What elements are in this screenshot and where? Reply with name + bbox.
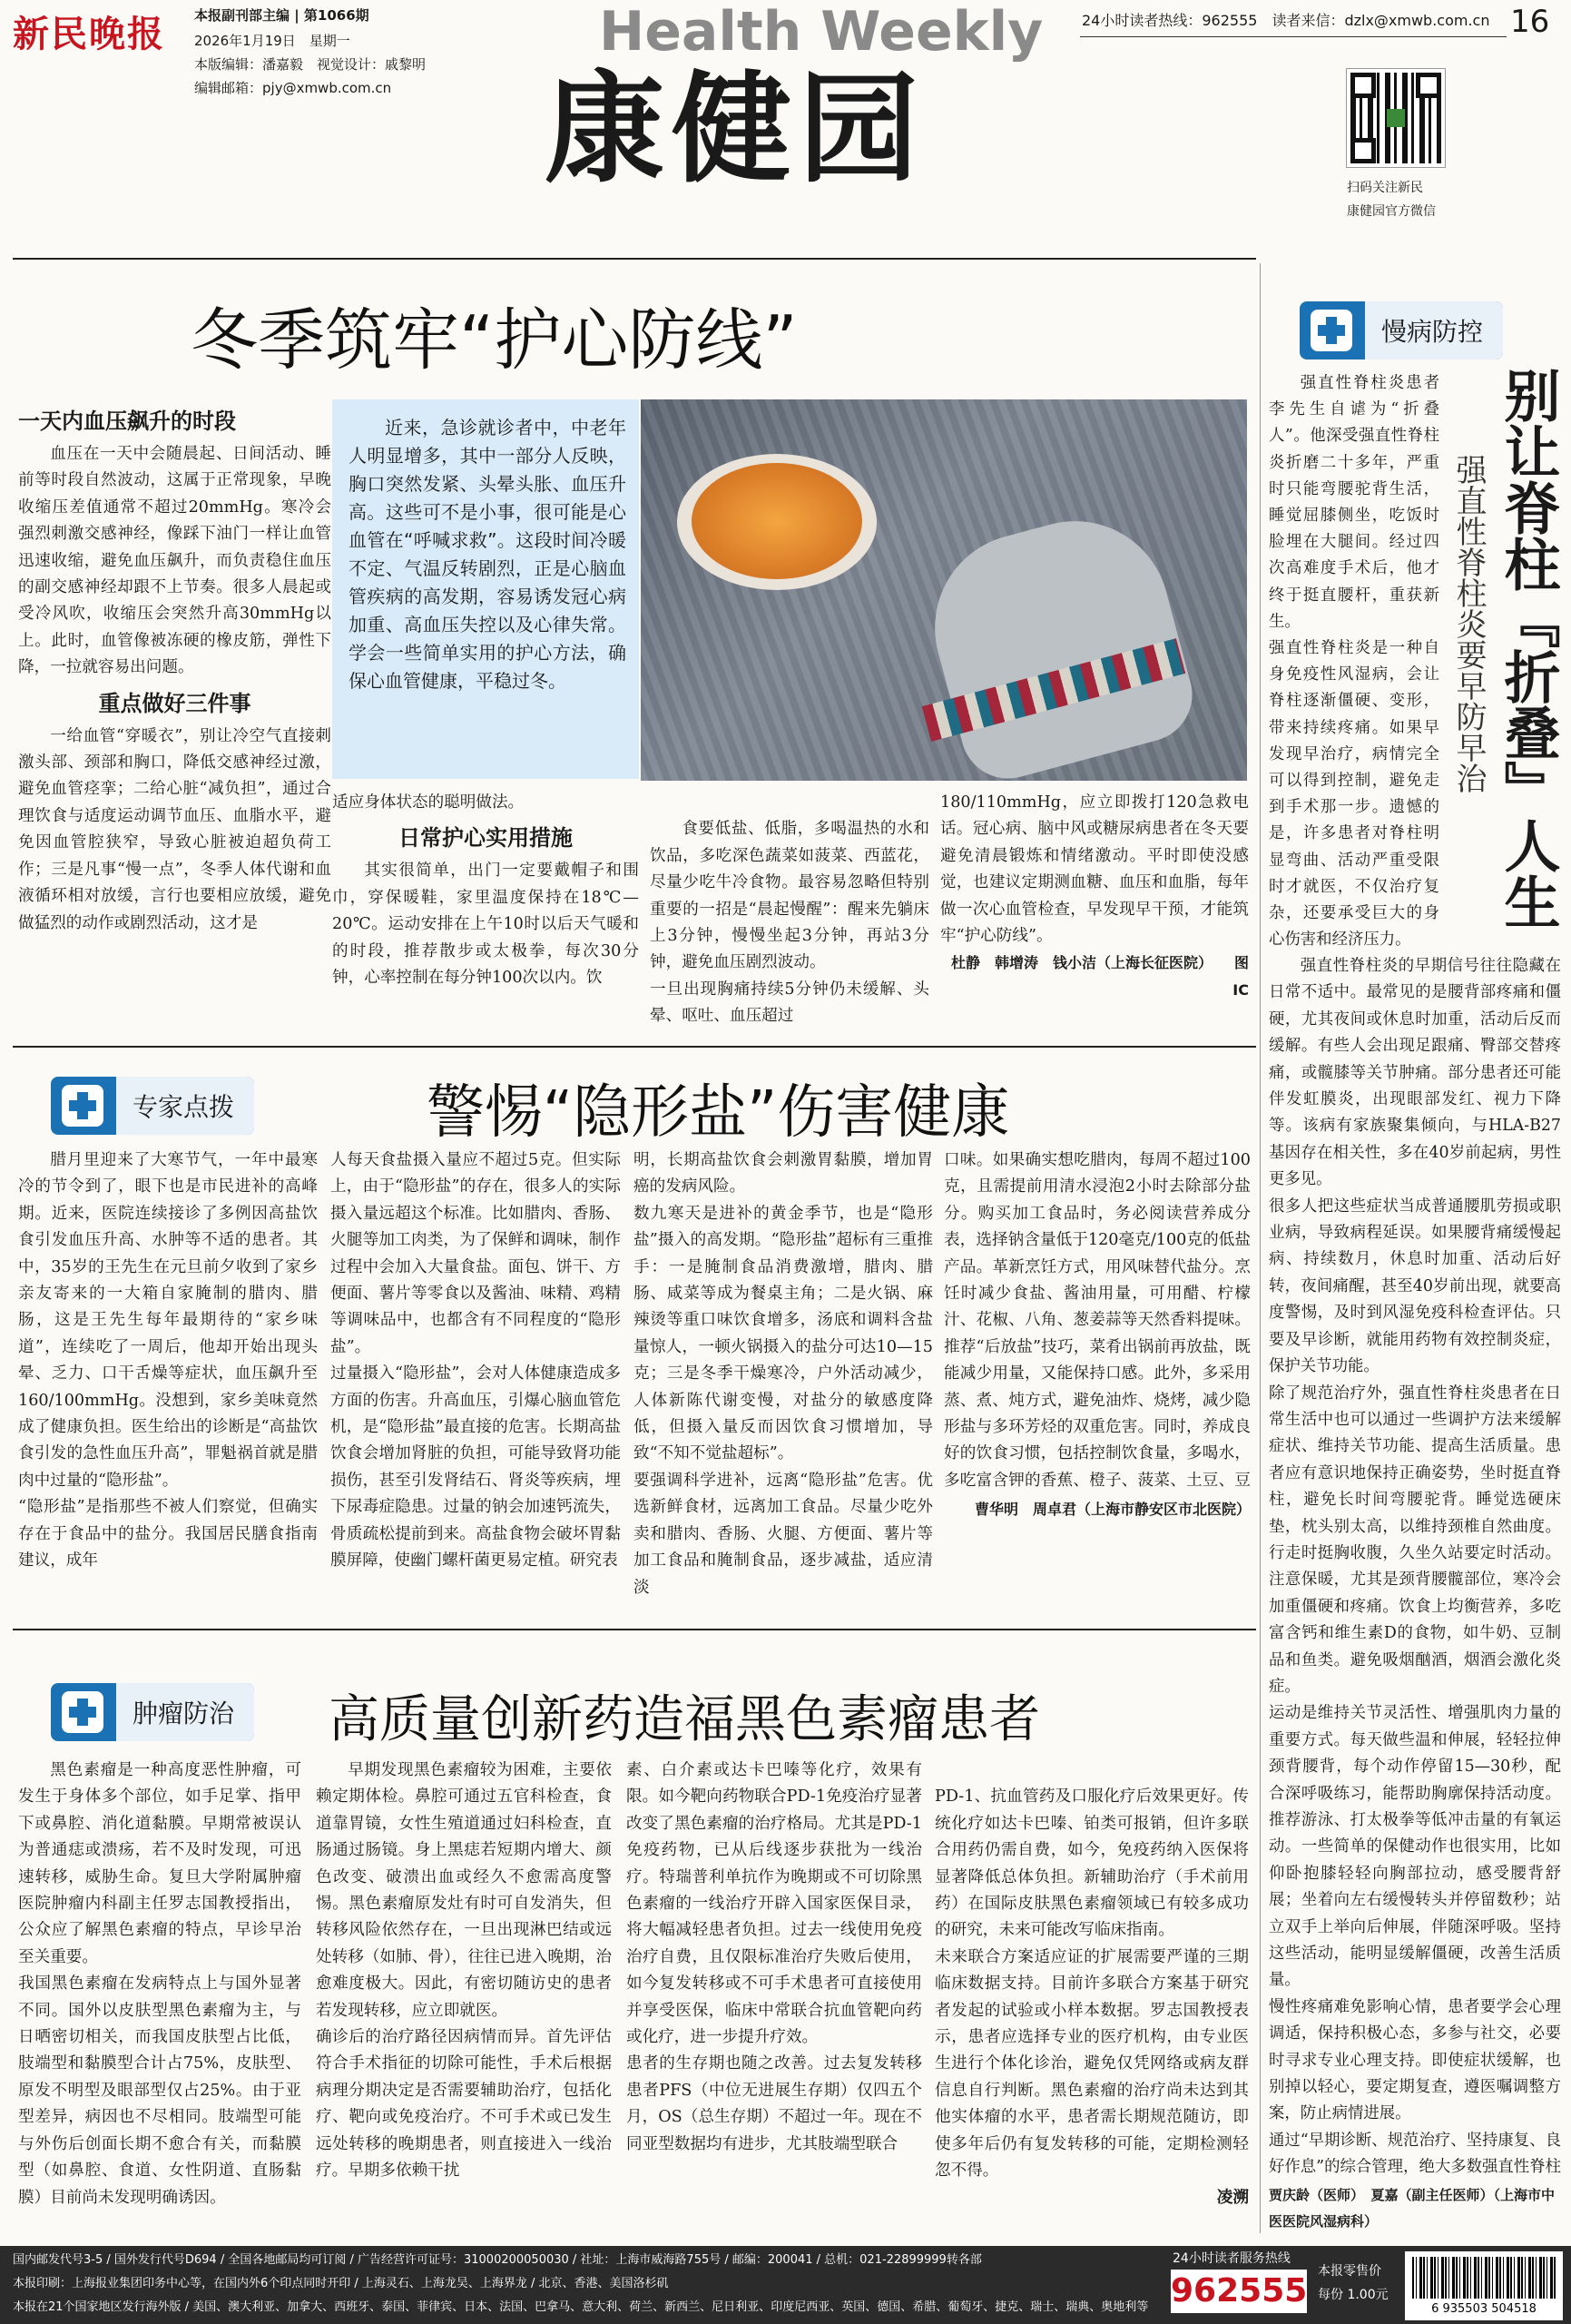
newspaper-logo: 新民晚报 [13, 13, 165, 55]
footer-price-label: 本报零售价 [1318, 2264, 1381, 2279]
page-number: 16 [1510, 4, 1550, 40]
article1-lead: 近来，急诊就诊者中，中老年人明显增多，其中一部分人反映，胸口突然发紧、头晕头胀、血压升高。这些可不是小事，很可能是心血管在“呼喊求救”。这段时间冷暖不定、气温反转剧烈，正是心脑血管疾病的高发期，容易诱发冠心病加重、高血压失控以及心律失常。学会一些简单实用的护心方法，确保心血管健康，平稳过冬。 [349, 417, 626, 692]
issue-date: 2026年1月19日 星期一 [194, 33, 350, 49]
article3-col2: 早期发现黑色素瘤较为困难，主要依赖定期体检。鼻腔可通过五官科检查，食道靠胃镜，女性生殖道通过妇科检查，直肠通过肠镜。身上黑痣若短期内增大、颜色改变、破溃出血或经久不愈需高度警惕。黑色素瘤原发灶有时可自发消失，但转移风险依然存在，一旦出现淋巴结或远处转移（如肺、骨），往往已进入晚期，治愈难度极大。因此，有密切随访史的患者若发现转移，应立即就医。 确诊后的治疗路径因病情而异。首先评估符合手术指征的切除可能性，手术后根据病理分期决定是否需要辅助治疗，包括化疗、靶向或免疫治疗。不可手术或已发生远处转移的晚期患者，则直接进入一线治疗。早期多依赖干扰 [316, 1761, 612, 2181]
medical-cross-icon [62, 1691, 103, 1733]
article1-col1b: 一给血管“穿暖衣”，别让冷空气直接刺激头部、颈部和胸口，降低交感神经过激，避免血管痉挛；二给心脏“减负担”，通过合理饮食与适度运动调节血压、血脂水平，避免因血管腔狭窄，导致心脏被迫超负荷工作；三是凡事“慢一点”，冬季人体代谢和血液循环相对放缓，言行也要相应放缓，避免做猛烈的动作或剧烈活动，这才是 [18, 726, 331, 932]
article2-col1: 腊月里迎来了大寒节气，一年中最寒冷的节令到了，眼下也是市民进补的高峰期。近来，医院连续接诊了多例因高盐饮食引发血压升高、水肿等不适的患者。其中，35岁的王先生在元旦前夕收到了家乡亲友寄来的一大箱自家腌制的腊肉、腊肠，这是王先生每年最期待的“家乡味道”，连续吃了一周后，他却开始出现头晕、乏力、口干舌燥等症状，血压飙升至160/100mmHg。没想到，家乡美味竟然成了健康负担。医生给出的诊断是“高盐饮食引发的急性血压升高”，罪魁祸首就是腊肉中过量的“隐形盐”。 “隐形盐”是指那些不被人们察觉，但确实存在于食品中的盐分。我国居民膳食指南建议，成年 [18, 1151, 318, 1571]
article4-author: 贾庆龄（医师） 夏嘉（副主任医师）（上海市中医医院风湿病科） [1269, 2187, 1556, 2230]
article4-title: 别让脊柱『折叠』人生 [1495, 367, 1561, 930]
tea-gloves-photo [641, 399, 1247, 781]
article4-subtitle: 强直性脊柱炎要早防早治 [1450, 454, 1487, 793]
medical-cross-icon [62, 1085, 103, 1127]
article1-title: 冬季筑牢“护心防线” [191, 301, 798, 379]
article1-col2b: 其实很简单，出门一定要戴帽子和围巾，穿保暖鞋，家里温度保持在18℃—20℃。运动安排在上午10时以后天气暖和的时段，推荐散步或太极拳，每次30分钟，心率控制在每分钟100次以内。饮 [332, 862, 639, 988]
article2-col3: 明，长期高盐饮食会刺激胃黏膜，增加胃癌的发病风险。 数九寒天是进补的黄金季节，也是“隐形盐”摄入的高发期。“隐形盐”超标有三重推手：一是腌制食品消费激增，腊肉、腊肠、咸菜等成为餐桌主角；二是火锅、麻辣烫等重口味饮食增多，汤底和调料含盐量惊人，一顿火锅摄入的盐分可达10—15克；三是冬季干燥寒冷，户外活动减少，人体新陈代谢变慢，对盐分的敏感度降低，但摄入量反而因饮食习惯增加，导致“不知不觉盐超标”。 要强调科学进补，远离“隐形盐”危害。优选新鲜食材，远离加工食品。尽量少吃外卖和腊肉、香肠、火腿、方便面、薯片等加工食品和腌制食品，逐步减盐，适应清淡 [633, 1151, 933, 1597]
article2-col2: 人每天食盐摄入量应不超过5克。但实际上，由于“隐形盐”的存在，很多人的实际摄入量远超这个标准。比如腊肉、香肠、火腿等加工肉类，为了保鲜和调味，制作过程中会加入大量食盐。面包、饼干、方便面、薯片等零食以及酱油、味精、鸡精等调味品中，也都含有不同程度的“隐形盐”。 过量摄入“隐形盐”，会对人体健康造成多方面的伤害。升高血压，引爆心脑血管危机，是“隐形盐”最直接的危害。长期高盐饮食会增加肾脏的负担，可能导致肾功能损伤，甚至引发肾结石、肾炎等疾病，埋下尿毒症隐患。过量的钠会加速钙流失，骨质疏松提前到来。高盐食物会破坏胃黏膜屏障，使幽门螺杆菌更易定植。研究表 [330, 1151, 621, 1571]
footer-bar [0, 2246, 1571, 2324]
article1-col1a: 血压在一天中会随晨起、日间活动、睡前等时段自然波动，这属于正常现象，早晚收缩压差值通常不超过20mmHg。寒冷会强烈刺激交感神经，像踩下油门一样让血管迅速收缩，避免血压飙升，而负责稳住血压的副交感神经却跟不上节奏。很多人晨起或受冷风吹，收缩压会突然升高30mmHg以上。此时，血管像被冻硬的橡皮筋，弹性下降，一拉就容易出问题。 [18, 445, 331, 677]
medical-cross-icon [1311, 310, 1352, 351]
article3-title: 高质量创新药造福黑色素瘤患者 [329, 1690, 1040, 1749]
article3-author: 凌溯 [1216, 2188, 1249, 2207]
barcode-number: 6 935503 504518 [1431, 2302, 1537, 2316]
article1-sub3: 日常护心实用措施 [398, 825, 573, 852]
article1-col3: 食要低盐、低脂，多喝温热的水和饮品，多吃深色蔬菜如菠菜、西蓝花，尽量少吃牛冷食物。最容易忽略但特别重要的一招是“晨起慢醒”：醒来先躺床上3分钟，慢慢坐起3分钟，再站3分钟，避免血压剧烈波动。 一旦出现胸痛持续5分钟仍未缓解、头晕、呕吐、血压超过 [650, 820, 929, 1026]
weekly-name: Health Weekly [599, 0, 1044, 64]
article2-col4: 口味。如果确实想吃腊肉，每周不超过100克，且需提前用清水浸泡2小时去除部分盐分。购买加工食品时，务必阅读营养成分表，选择钠含量低于120毫克/100克的低盐产品。革新烹饪方式，用风味替代盐分。烹饪时减少食盐、酱油用量，可用醋、柠檬汁、花椒、八角、葱姜蒜等天然香料提味。推荐“后放盐”技巧，菜肴出锅前再放盐，既能减少用量，又能保持口感。此外，多采用蒸、煮、炖方式，避免油炸、烧烤，减少隐形盐与多环芳烃的双重危害。同时，养成良好的饮食习惯，包括控制饮食量，多喝水，多吃富含钾的香蕉、橙子、菠菜、土豆、豆 曹华明 周卓君（上海市静安区市北医院） [944, 1147, 1251, 1620]
reader-hotline: 24小时读者热线：962555 读者来信：dzlx@xmwb.com.cn [1082, 12, 1490, 29]
article1-col1 [18, 399, 331, 1035]
article2-title: 警惕“隐形盐”伤害健康 [427, 1079, 1010, 1147]
footer-line2: 本报印刷：上海报业集团印务中心等，在国内外6个印点同时开印 / 上海灵石、上海龙吴、上海界龙 / 北京、香港、美国洛杉矶 [13, 2277, 669, 2290]
article4-col-bottom: 强直性脊柱炎的早期信号往往隐藏在日常不适中。最常见的是腰背部疼痛和僵硬，尤其夜间或休息时加重，活动后反而缓解。有些人会出现足跟痛、臀部交替疼痛，或髋膝等关节肿痛。部分患者还可能伴发虹膜炎，出现眼部发红、视力下降等。该病有家族聚集倾向，与HLA-B27基因存在相关性，多在40岁前起病，男性更多见。 很多人把这些症状当成普通腰肌劳损或职业病，导致病程延误。如果腰背痛缓慢起病、持续数月，休息时加重、活动后好转，夜间痛醒，甚至40岁前出现，就要高度警惕，及时到风湿免疫科检查评估。只要及早诊断，就能用药物有效控制炎症，保护关节功能。 除了规范治疗外，强直性脊柱炎患者在日常生活中也可以通过一些调护方法来缓解症状、维持关节功能、提高生活质量。患者应有意识地保持正确姿势，坐时挺直脊柱，避免长时间弯腰驼背。睡觉选硬床垫，枕头别太高，以维持颈椎自然曲度。行走时挺胸收腹，久坐久站要定时活动。注意保暖，尤其是颈背腰髋部位，寒冷会加重僵硬和疼痛。饮食上均衡营养，多吃富含钙和维生素D的食物，如牛奶、豆制品和鱼类。避免吸烟酗酒，烟酒会激化炎症。 运动是维持关节灵活性、增强肌肉力量的重要方式。每天做些温和伸展，轻轻拉伸颈背腰背，每个动作停留15—30秒，配合深呼吸练习，能帮助胸廓保持活动度。推荐游泳、打太极拳等低冲击量的有氧运动。一些简单的保健动作也很实用，比如仰卧抱膝轻轻向胸部拉动，感受腰背舒展；坐着向左右缓慢转头并停留数秒；站立双手上举向后伸展，伴随深呼吸。坚持这些活动，能明显缓解僵硬，改善生活质量。 慢性疼痛难免影响心情，患者要学会心理调适，保持积极心态，多参与社交，必要时寻求专业心理支持。即使症状缓解，也别掉以轻心，要定期复查，遵医嘱调整方案，防止病情进展。 通过“早期诊断、规范治疗、坚持康复、良好作息”的综合管理，绝大多数强直性脊柱 [1269, 957, 1561, 2177]
tag-label: 专家点拨 [116, 1077, 254, 1135]
article3-col1: 黑色素瘤是一种高度恶性肿瘤，可发生于身体多个部位，如手足掌、指甲下或鼻腔、消化道黏膜。早期常被误认为普通痣或溃疡，若不及时发现，可迅速转移，威胁生命。复旦大学附属肿瘤医院肿瘤内科副主任罗志国教授指出，公众应了解黑色素瘤的特点，早诊早治至关重要。 我国黑色素瘤在发病特点上与国外显著不同。国外以皮肤型黑色素瘤为主，与日晒密切相关，而我国皮肤型占比低，肢端型和黏膜型合计占75%，皮肤型、原发不明型及眼部型仅占25%。由于亚型差异，病因也不尽相同。肢端型可能与外伤后创面长期不愈合有关，而黏膜型（如鼻腔、食道、女性阴道、直肠黏膜）目前尚未发现明确诱因。 [18, 1761, 301, 2207]
article2-author: 曹华明 周卓君（上海市静安区市北医院） [974, 1501, 1251, 1518]
article3-col4: PD-1、抗血管药及口服化疗后效果更好。传统化疗如达卡巴嗪、铂类可报销，但许多联合用药仍需自费，如今，免疫药纳入医保将显著降低总体负担。新辅助治疗（手术前用药）在国际皮肤黑色素瘤领域已有较多成功的研究，未来可能改写临床指南。 未来联合方案适应证的扩展需要严谨的三期临床数据支持。目前许多联合方案基于研究者发起的试验或小样本数据。罗志国教授表示，患者应选择专业的医疗机构，由专业医生进行个体化诊治，避免仅凭网络或病友群信息自行判断。黑色素瘤的治疗尚未达到其他实体瘤的水平，患者需长期规范随访，即使多年后仍有复发转移的可能，定期检测轻忽不得。 凌溯 [935, 1758, 1249, 2237]
editor-email: 编辑邮箱：pjy@xmwb.com.cn [194, 80, 392, 96]
tag-tumor-prevention [51, 1683, 254, 1741]
tag-label: 慢病防控 [1365, 301, 1503, 359]
article1-author: 杜静 韩增涛 钱小洁（上海长征医院） 图 IC [950, 954, 1249, 999]
tag-chronic-disease [1300, 301, 1503, 359]
article1-sub1: 一天内血压飙升的时段 [18, 409, 236, 434]
article4-col-top: 强直性脊柱炎患者李先生自谑为“折叠人”。他深受强直性脊柱炎折磨二十多年，严重时只能弯腰驼背生活，睡觉屈膝侧坐，吃饭时脸埋在大腿间。经过四次高难度手术后，他才终于挺直腰杆，重获新生。 强直性脊柱炎是一种自身免疫性风湿病，会让脊柱逐渐僵硬、变形，带来持续疼痛。如果早发现早治疗，病情完全可以得到控制，避免走到手术那一步。遗憾的是，许多患者对脊柱明显弯曲、活动严重受限时才就医，不仅治疗复杂，还要承受巨大的身心伤害和经济压力。 [1269, 374, 1439, 950]
qr-code[interactable] [1347, 69, 1445, 167]
article1-col2: 适应身体状态的聪明做法。 日常护心实用措施 其实很简单，出门一定要戴帽子和围巾，穿保暖鞋，家里温度保持在18℃—20℃。运动安排在上午10时以后天气暖和的时段，推荐散步或太极拳，每次30分钟，心率控制在每分钟100次以内。饮 [332, 790, 639, 1035]
footer-hotline: 962555 [1171, 2270, 1307, 2313]
barcode [1405, 2251, 1563, 2320]
tag-label: 肿瘤防治 [116, 1683, 254, 1741]
editor-line: 本报副刊部主编 | 第1066期 [194, 7, 369, 24]
footer-line3: 本报在21个国家地区发行海外版 / 美国、澳大利亚、加拿大、西班牙、泰国、菲律宾、日本、法国、巴拿马、意大利、荷兰、新西兰、尼日利亚、印度尼西亚、英国、德国、希腊、葡萄牙、捷克、瑞士、瑞典、奥地利等 [13, 2300, 1149, 2314]
article3-col3: 素、白介素或达卡巴嗪等化疗，效果有限。如今靶向药物联合PD-1免疫治疗显著改变了黑色素瘤的治疗格局。尤其是PD-1免疫药物，已从后线逐步获批为一线治疗。特瑞普利单抗作为晚期或不可切除黑色素瘤的一线治疗开辟入国家医保目录，将大幅减轻患者负担。过去一线使用免疫治疗自费，且仅限标准治疗失败后使用，如今复发转移或不可手术患者可直接使用并享受医保，临床中常联合抗血管靶向药或化疗，进一步提升疗效。 患者的生存期也随之改善。过去复发转移患者PFS（中位无进展生存期）仅四五个月，OS（总生存期）不超过一年。现在不同亚型数据均有进步，尤其肢端型联合 [626, 1761, 922, 2153]
column-name: 康健园 [545, 59, 926, 200]
tag-expert-advice [51, 1077, 254, 1135]
article1-col4: 180/110mmHg，应立即拨打120急救电话。冠心病、脑中风或糖尿病患者在冬天要避免清晨锻炼和情绪激动。平时即使没感觉，也建议定期测血糖、血压和血脂，每年做一次心血管检查，早发现早干预，才能筑牢“护心防线”。 杜静 韩增涛 钱小洁（上海长征医院） 图 IC [940, 790, 1249, 1035]
article1-sub2: 重点做好三件事 [98, 690, 251, 716]
qr-caption-1: 扫码关注新民 [1347, 181, 1423, 195]
qr-caption-2: 康健园官方微信 [1347, 204, 1436, 219]
footer-line1: 国内邮发代号3-5 / 国外发行代号D694 / 全国各地邮局均可订阅 / 广告经营许可证号：310002000500​30 / 社址：上海市威海路755号 / 邮编：200041 / 总机：021-22899999转各部 [13, 2253, 982, 2267]
footer-hotline-label: 24小时读者服务热线 [1173, 2251, 1291, 2266]
footer-price: 每份 1.00元 [1318, 2288, 1389, 2302]
page-editors: 本版编辑：潘嘉毅 视觉设计：戚黎明 [194, 56, 427, 73]
